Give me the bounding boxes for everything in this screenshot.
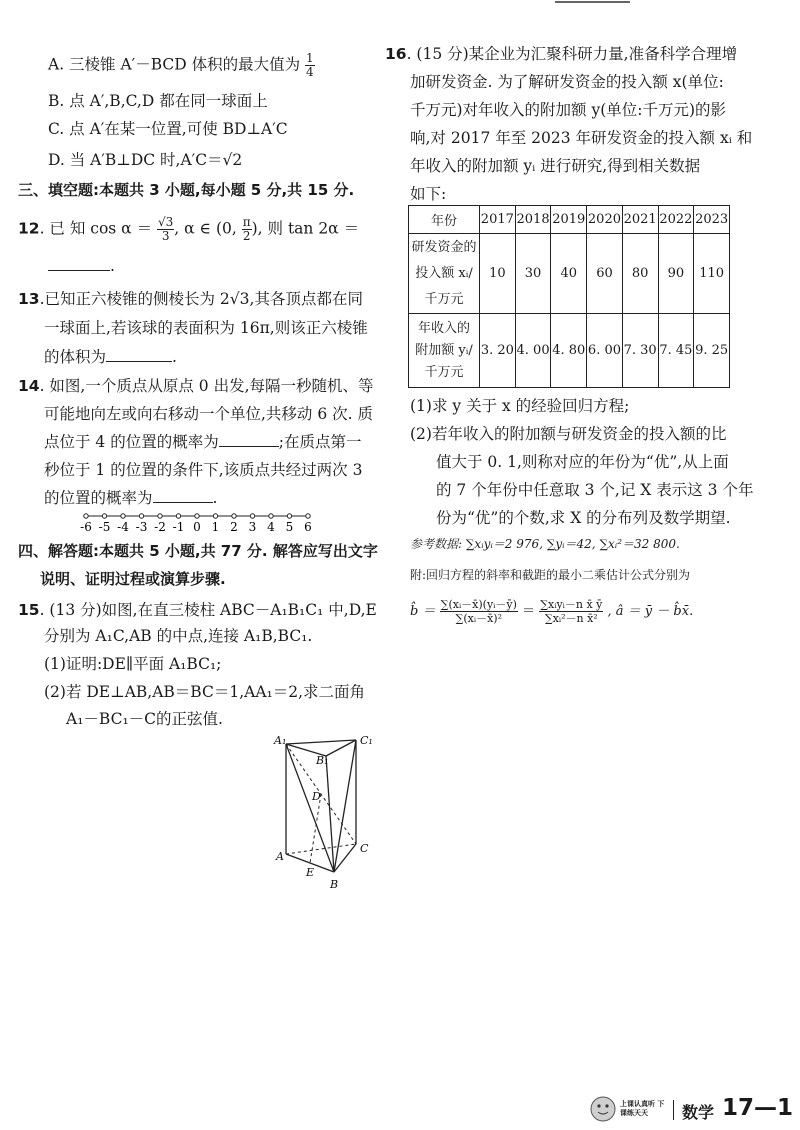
year-cell: 2023 — [694, 206, 730, 234]
label-e: E — [306, 866, 315, 879]
number-line-point — [139, 514, 143, 518]
row-label-investment: 研发资金的 投入额 xᵢ/ 千万元 — [409, 234, 480, 314]
year-cell: 2018 — [515, 206, 551, 234]
q15-part-2-cont: A₁－BC₁－C的正弦值. — [66, 710, 223, 728]
number-line-point — [102, 514, 106, 518]
number-line-point — [306, 514, 310, 518]
q16-line-3: 千万元)对年收入的附加额 y(单位:千万元)的影 — [410, 101, 727, 119]
number-line-ticks — [80, 514, 312, 534]
q12-fraction-2: $\frac{\pi}{2}$ — [242, 215, 251, 243]
number-line-point — [158, 514, 162, 518]
edge-bc — [334, 844, 356, 872]
edge-a1c1 — [286, 740, 356, 744]
number-line-label: -2 — [154, 520, 166, 534]
section-4-heading-2: 说明、证明过程或演算步骤. — [40, 570, 226, 588]
q11-fraction: $\frac{1}{4}$ — [306, 51, 314, 79]
table-cell: 4. 80 — [551, 314, 587, 388]
appendix-note: 附:回归方程的斜率和截距的最小二乘估计公式分别为 — [410, 568, 691, 582]
segment-de-hidden — [310, 794, 321, 863]
year-cell: 2021 — [622, 206, 658, 234]
q12-answer-line: . — [48, 256, 115, 276]
number-line-point — [250, 514, 254, 518]
q14-line-1: 14. 如图,一个质点从原点 0 出发,每隔一秒随机、等 — [18, 377, 374, 395]
number-line — [80, 510, 320, 536]
formula-fraction-2: $\frac{\text{∑xᵢyᵢ－n x̄ ȳ}}{\text{∑xᵢ²－n x̄²}}$ — [540, 598, 603, 625]
number-line-point — [213, 514, 217, 518]
q16-part-2-line-3: 的 7 个年份中任意取 3 个,记 X 表示这 3 个年 — [436, 481, 754, 499]
q15-line-1: 15. (13 分)如图,在直三棱柱 ABC－A₁B₁C₁ 中,D,E — [18, 601, 377, 619]
q14-answer-blank-1[interactable] — [219, 446, 279, 447]
footer-badge: 上课认真听 下课练天天 — [620, 1100, 665, 1117]
edge-b1c1 — [326, 740, 356, 756]
table-cell: 6. 00 — [587, 314, 623, 388]
q16-line-6: 如下: — [410, 185, 447, 203]
prism-diagram — [270, 732, 380, 894]
table-row-investment — [409, 234, 730, 314]
q15-part-2: (2)若 DE⊥AB,AB＝BC＝1,AA₁＝2,求二面角 — [44, 683, 366, 701]
number-line-point — [121, 514, 125, 518]
table-cell: 90 — [658, 234, 694, 314]
q11-option-a: A. 三棱锥 A′－BCD 体积的最大值为 $\frac{1}{4}$ — [48, 51, 314, 79]
number-line-label: -5 — [98, 520, 111, 534]
number-line-label: 5 — [285, 520, 294, 534]
number-line-point — [269, 514, 273, 518]
label-c: C — [360, 842, 369, 855]
q16-part-2-line-4: 份为“优”的个数,求 X 的分布列及数学期望. — [436, 509, 731, 527]
label-b: B — [330, 878, 339, 891]
number-line-label: 0 — [193, 520, 201, 534]
row-label-income: 年收入的 附加额 yᵢ/ 千万元 — [409, 314, 480, 388]
number-line-label: -1 — [172, 520, 185, 534]
q14-line-4: 秒位于 1 的位置的条件下,该质点共经过两次 3 — [44, 461, 363, 479]
table-header-label: 年份 — [409, 206, 480, 234]
number-line-point — [195, 514, 199, 518]
number-line-label: -6 — [80, 520, 92, 534]
q13-answer-blank[interactable] — [106, 361, 172, 362]
q12-number: 12 — [18, 219, 40, 238]
q11-option-b: B. 点 A′,B,C,D 都在同一球面上 — [48, 92, 268, 110]
q15-part-1: (1)证明:DE∥平面 A₁BC₁; — [44, 655, 222, 673]
number-line-label: 4 — [267, 520, 275, 534]
label-c1: C₁ — [360, 734, 373, 747]
q16-line-1: 16. (15 分)某企业为汇聚科研力量,准备科学合理增 — [385, 45, 738, 63]
label-a1: A₁ — [274, 734, 287, 747]
q13-line-3: 的体积为 . — [44, 348, 177, 366]
year-cell: 2017 — [480, 206, 516, 234]
year-cell: 2020 — [587, 206, 623, 234]
number-line-point — [84, 514, 88, 518]
number-line-point — [232, 514, 236, 518]
number-line-label: -4 — [117, 520, 129, 534]
year-cell: 2019 — [551, 206, 587, 234]
table-header-row — [409, 206, 730, 234]
mascot-logo-icon — [588, 1094, 618, 1124]
label-d: D — [312, 790, 321, 803]
table-cell: 10 — [480, 234, 516, 314]
edge-ac-hidden — [286, 844, 356, 854]
number-line-point — [287, 514, 291, 518]
table-cell: 80 — [622, 234, 658, 314]
regression-formula: b̂ ＝ $\frac{\text{∑(xᵢ－x̄)(yᵢ－ȳ)}}{\text{∑(xᵢ－x̄)²}}$ ＝ $\frac{\text{∑xᵢyᵢ－n x̄ ȳ}}{\text{∑xᵢ²－n x̄²}}$ , â ＝ ȳ － b̂x̄. — [410, 598, 694, 625]
q11-option-d: D. 当 A′B⊥DC 时,A′C＝√2 — [48, 151, 243, 169]
label-b1: B₁ — [316, 754, 329, 767]
table-cell: 7. 30 — [622, 314, 658, 388]
q16-line-4: 响,对 2017 年至 2023 年研发资金的投入额 xᵢ 和 — [410, 129, 753, 147]
reference-data: 参考数据: ∑xᵢyᵢ＝2 976, ∑yᵢ＝42, ∑xᵢ²＝32 800. — [410, 537, 680, 551]
q16-part-1: (1)求 y 关于 x 的经验回归方程; — [410, 397, 630, 415]
number-line-label: 2 — [230, 520, 238, 534]
year-cell: 2022 — [658, 206, 694, 234]
footer-divider — [673, 1100, 674, 1120]
q16-line-5: 年收入的附加额 yᵢ 进行研究,得到相关数据 — [410, 157, 701, 175]
table-cell: 30 — [515, 234, 551, 314]
top-rule — [555, 1, 630, 3]
number-line-point — [176, 514, 180, 518]
table-row-income — [409, 314, 730, 388]
q16-part-2-line-2: 值大于 0. 1,则称对应的年份为“优”,从上面 — [436, 453, 729, 471]
table-cell: 9. 25 — [694, 314, 730, 388]
page-number: 17—1 — [722, 1095, 794, 1121]
number-line-label: 3 — [248, 520, 257, 534]
section-3-heading: 三、填空题:本题共 3 小题,每小题 5 分,共 15 分. — [18, 181, 355, 199]
footer-subject: 数学 — [682, 1103, 715, 1122]
q14-line-2: 可能地向左或向右移动一个单位,共移动 6 次. 质 — [44, 405, 373, 423]
q12-fraction-1: $\frac{√3}{3}$ — [158, 215, 174, 243]
table-cell: 110 — [694, 234, 730, 314]
q11-option-c: C. 点 A′在某一位置,可使 BD⊥A′C — [48, 120, 288, 138]
q14-line-3: 点位于 4 的位置的概率为 ;在质点第一 — [44, 433, 362, 451]
formula-fraction-1: $\frac{\text{∑(xᵢ－x̄)(yᵢ－ȳ)}}{\text{∑(xᵢ－x̄)²}}$ — [440, 598, 517, 625]
number-line-label: -3 — [135, 520, 148, 534]
number-line-label: 1 — [211, 520, 220, 534]
q15-line-2: 分别为 A₁C,AB 的中点,连接 A₁B,BC₁. — [44, 627, 313, 645]
q14-line-5: 的位置的概率为 . — [44, 489, 218, 507]
table-cell: 60 — [587, 234, 623, 314]
data-table — [408, 205, 730, 388]
q16-line-2: 加研发资金. 为了解研发资金的投入额 x(单位: — [410, 73, 724, 91]
label-a: A — [276, 850, 284, 863]
table-cell: 4. 00 — [515, 314, 551, 388]
q13-line-1: 13.已知正六棱锥的侧棱长为 2√3,其各顶点都在同 — [18, 290, 363, 308]
q12-line: 12. 已 知 cos α ＝ $\frac{√3}{3}$ , α ∈ (0, $\frac{\pi}{2}$ ), 则 tan 2α ＝ — [18, 215, 360, 243]
table-cell: 7. 45 — [658, 314, 694, 388]
number-line-label: 6 — [304, 520, 312, 534]
edge-bc1 — [334, 740, 356, 872]
q16-part-2-line-1: (2)若年收入的附加额与研发资金的投入额的比 — [410, 425, 727, 443]
q14-answer-blank-2[interactable] — [153, 502, 213, 503]
table-cell: 40 — [551, 234, 587, 314]
q12-answer-blank[interactable] — [48, 270, 110, 271]
table-cell: 3. 20 — [480, 314, 516, 388]
q13-line-2: 一球面上,若该球的表面积为 16π,则该正六棱锥 — [44, 319, 368, 337]
section-4-heading-1: 四、解答题:本题共 5 小题,共 77 分. 解答应写出文字 — [18, 542, 378, 560]
